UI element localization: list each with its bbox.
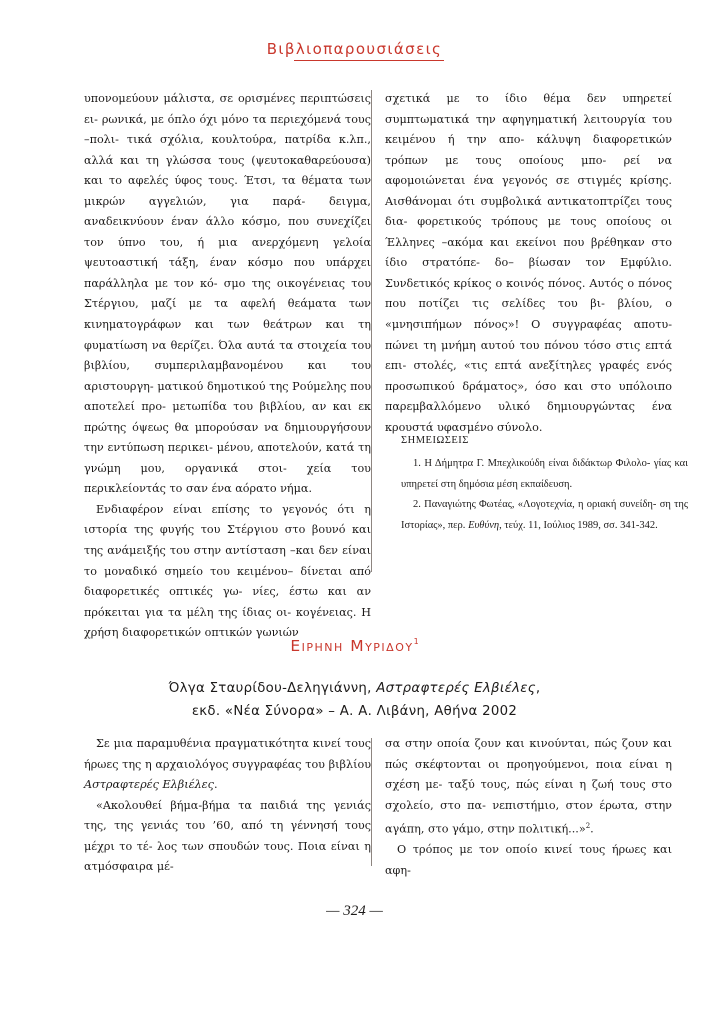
notes-title: ΣΗΜΕΙΩΣΕΙΣ bbox=[401, 435, 469, 446]
text-line: σμο της οικογένειας του Στέργιου, μαζί με τα αφελή bbox=[84, 276, 371, 311]
review-right-paragraph-1 bbox=[385, 734, 672, 840]
text-line: δειγμα, αναδεικνύουν έναν άλλο κόσμο, που συνεχίζει bbox=[84, 194, 371, 229]
text-line: κάλυψη διαφορετικών τρόπων με τους οποίους μπο- bbox=[385, 133, 672, 167]
text-line: σχετικά με το ίδιο θέμα δεν υπηρετεί συμπτωματικά bbox=[385, 92, 672, 126]
footnote-marker: 2 bbox=[585, 822, 591, 831]
column-divider-bottom bbox=[371, 738, 372, 866]
text-line: γλώσσα τους (ψευτοκαθαρεύουσα) και το αφελές ύφος bbox=[84, 153, 371, 188]
top-right-paragraph bbox=[385, 89, 672, 438]
review-author bbox=[0, 637, 709, 655]
column-divider-top bbox=[371, 90, 372, 572]
text-line: «Ακολουθεί βήμα-βήμα τα παιδιά της γενιάς της, bbox=[84, 798, 371, 833]
text-line: ρεί να αφομοιώνεται ένα γεγονός σε στιγμές κρίσης. bbox=[385, 153, 673, 188]
review-right-column bbox=[385, 734, 672, 882]
text-line: νίες, έστω και αν πρόκειται για τα μέλη της ίδιας οι- bbox=[84, 585, 371, 619]
book-author: Όλγα Σταυρίδου-Δεληγιάννη, bbox=[168, 681, 377, 696]
text-line: Σε μια παραμυθένια πραγματικότητα κινεί τους bbox=[96, 737, 371, 750]
note-1 bbox=[401, 454, 688, 495]
text-line: του κειμένου– δίνεται από διαφορετικές οπτικές γω- bbox=[84, 564, 371, 599]
text-line: –ακόμα και εκείνοι που βρέθηκαν στο ίδιο στρατόπε- bbox=[385, 235, 672, 270]
footnote-marker: 1 bbox=[413, 637, 419, 646]
text-line: στολές, «τις επτά ανεξίτηλες γραφές ενός προσωπικού bbox=[385, 359, 673, 393]
punctuation: . bbox=[590, 822, 594, 836]
text-line: μετωπίδα του βιβλίου, αν και εκ πρώτης όψεως θα bbox=[84, 400, 372, 434]
text-line: σα στην οποία ζουν και κινούνται, πώς ζουν και πώς bbox=[385, 737, 672, 771]
running-header: Βιβλιοπαρουσιάσεις bbox=[266, 40, 443, 58]
text-line: την αφηγηματική λειτουργία του κειμένου ή την απο- bbox=[385, 112, 672, 147]
text-line: βιβλίου, συμπεριλαμβανομένου και του αριστουργη- bbox=[84, 359, 371, 393]
text-line: τάξη, έναν κόσμο που υπάρχει παράλληλα με τον κό- bbox=[84, 256, 371, 290]
book-title: Αστραφτερές Ελβιέλες bbox=[376, 681, 536, 696]
text-line: Ενδιαφέρον είναι επίσης το γεγονός ότι η ιστορία bbox=[84, 502, 371, 537]
text-line: τη φυματίωση να θερίζει. Όλα αυτά τα στοιχεία του bbox=[84, 318, 371, 352]
text-line: της γενιάς του ’60, από τη γέννησή τους μέχρι το τέ- bbox=[84, 819, 371, 853]
text-line: γίας και υπηρετεί στη δημόσια μέση εκπαίδευση. bbox=[401, 458, 689, 490]
text-line: υπονομεύουν μάλιστα, σε ορισμένες περιπτώσεις ει- bbox=[84, 92, 371, 126]
text-line: πολιτική...» bbox=[518, 822, 586, 836]
text-line: τικά σχόλια, κουλτούρα, πατρίδα κ.λπ., αλλά και τη bbox=[84, 133, 371, 167]
text-line: ση της Ιστορίας», περ. bbox=[401, 499, 689, 531]
text-line: μένου, αποτελούν, κατά τη γνώμη μου, οργανικά στοι- bbox=[84, 441, 371, 475]
text-line: πόνος. Αυτός ο πόνος που ποτίζει τις σελίδες του βι- bbox=[385, 276, 672, 311]
text-line: πώνει τη μνήμη αυτού του πόνου τόσο στις επτά επι- bbox=[385, 338, 672, 373]
text-line: Αισθάνομαι ότι συμβολικά αντικατοπτρίζει τους δια- bbox=[385, 194, 672, 229]
text-line: ματικού δημοτικού της Ρούμελης που αποτελεί προ- bbox=[84, 379, 371, 414]
text-line: τον ύπνο του, ή μια ανερχόμενη γελοία ψευτοαστική bbox=[84, 235, 371, 270]
text-line: 1. Η Δήμητρα Γ. Μπεχλικούδη είναι διδάκτωρ Φιλολο- bbox=[413, 458, 651, 470]
review-left-column bbox=[84, 734, 371, 878]
text-line: ταξύ τους, πώς είναι η ζωή τους στο σχολείο, στο πα- bbox=[385, 778, 672, 812]
text-line: Ο τρόπος με τον οποίο κινεί τους ήρωες και αφη- bbox=[385, 843, 672, 878]
top-left-column bbox=[84, 89, 371, 644]
text-line: χεία του περικλείοντάς το σαν ένα αόρατο νήμα. bbox=[84, 461, 371, 496]
review-left-paragraph-2 bbox=[84, 796, 371, 878]
journal-title: Ευθύνη bbox=[468, 519, 500, 531]
text-line: μπορούσαν να δημιουργήσουν την εντύπωση περικει- bbox=[84, 420, 371, 455]
text-line: , τεύχ. 11, Ιούλιος 1989, σσ. bbox=[499, 519, 618, 531]
text-line: λος των σπουδών τους. Ποια είναι η ατμόσφαιρα μέ- bbox=[84, 839, 371, 874]
punctuation: . bbox=[213, 778, 218, 792]
book-citation bbox=[0, 677, 709, 723]
header-underline bbox=[294, 60, 444, 61]
text-line: τους. Έτσι, τα θέματα των μικρών αγγελιών, για παρά- bbox=[84, 174, 371, 208]
notes-section bbox=[401, 431, 688, 536]
text-line: ρωνικά, με όπλο όχι μόνο τα περιεχόμενά τους –πολι- bbox=[84, 112, 372, 147]
text-line: 2. Παναγιώτης Φωτέας, «Λογοτεχνία, η οριακή συνείδη- bbox=[413, 499, 657, 511]
text-line: ήρωες της η αρχαιολόγος συγγραφέας του βιβλίου bbox=[84, 757, 371, 771]
text-line: σκέφτονται οι προηγούμενοι, ποια είναι η σχέση με- bbox=[385, 757, 672, 792]
punctuation: , bbox=[535, 681, 541, 696]
text-line: δράματος», όσο και στο υπόλοιπο παρεμβαλλόμενο bbox=[385, 379, 672, 414]
book-citation-line-1 bbox=[0, 677, 709, 700]
note-2 bbox=[401, 495, 688, 536]
book-title: Αστραφτερές Ελβιέλες bbox=[84, 778, 214, 792]
author-name: Ειρηνη Μυριδου bbox=[290, 637, 414, 655]
book-publisher: εκδ. «Νέα Σύνορα» – Α. Α. Λιβάνη, Αθήνα 2002 bbox=[191, 704, 518, 719]
page-number: — 324 — bbox=[326, 903, 383, 919]
text-line: 341-342. bbox=[620, 519, 658, 531]
review-right-paragraph-2 bbox=[385, 840, 672, 881]
top-left-paragraph-2 bbox=[84, 500, 371, 644]
text-line: του στην αντίσταση –και δεν είναι το μοναδικό σημείο bbox=[84, 544, 371, 578]
text-line: υλικό δημιουργώντας ένα κρουστά υφασμένο σύνολο. bbox=[385, 400, 672, 434]
review-left-paragraph-1 bbox=[84, 734, 371, 796]
text-line: της φυγής του Στέργιου στο βουνό και της ανάμειξής bbox=[84, 523, 371, 558]
top-right-column bbox=[385, 89, 672, 438]
text-line: θεάματα των κινηματογράφων και των θεάτρων και bbox=[84, 297, 371, 332]
text-line: κογένειας. Η χρήση διαφορετικών οπτικών γωνιών bbox=[84, 605, 371, 640]
text-line: φορετικούς τρόπους με τους οποίους οι Έλληνες bbox=[385, 215, 672, 249]
top-left-paragraph-1 bbox=[84, 89, 371, 500]
text-line: βλίου, ο «μνησιπήμων πόνος»! Ο συγγραφέας αποτυ- bbox=[385, 297, 672, 332]
text-line: δο– βίωσαν τον Εμφύλιο. Συνδετικός κρίκος ο κοινός bbox=[385, 256, 672, 290]
text-line: νεπιστήμιο, στον έρωτα, στην αγάπη, στο γάμο, στην bbox=[385, 798, 672, 836]
